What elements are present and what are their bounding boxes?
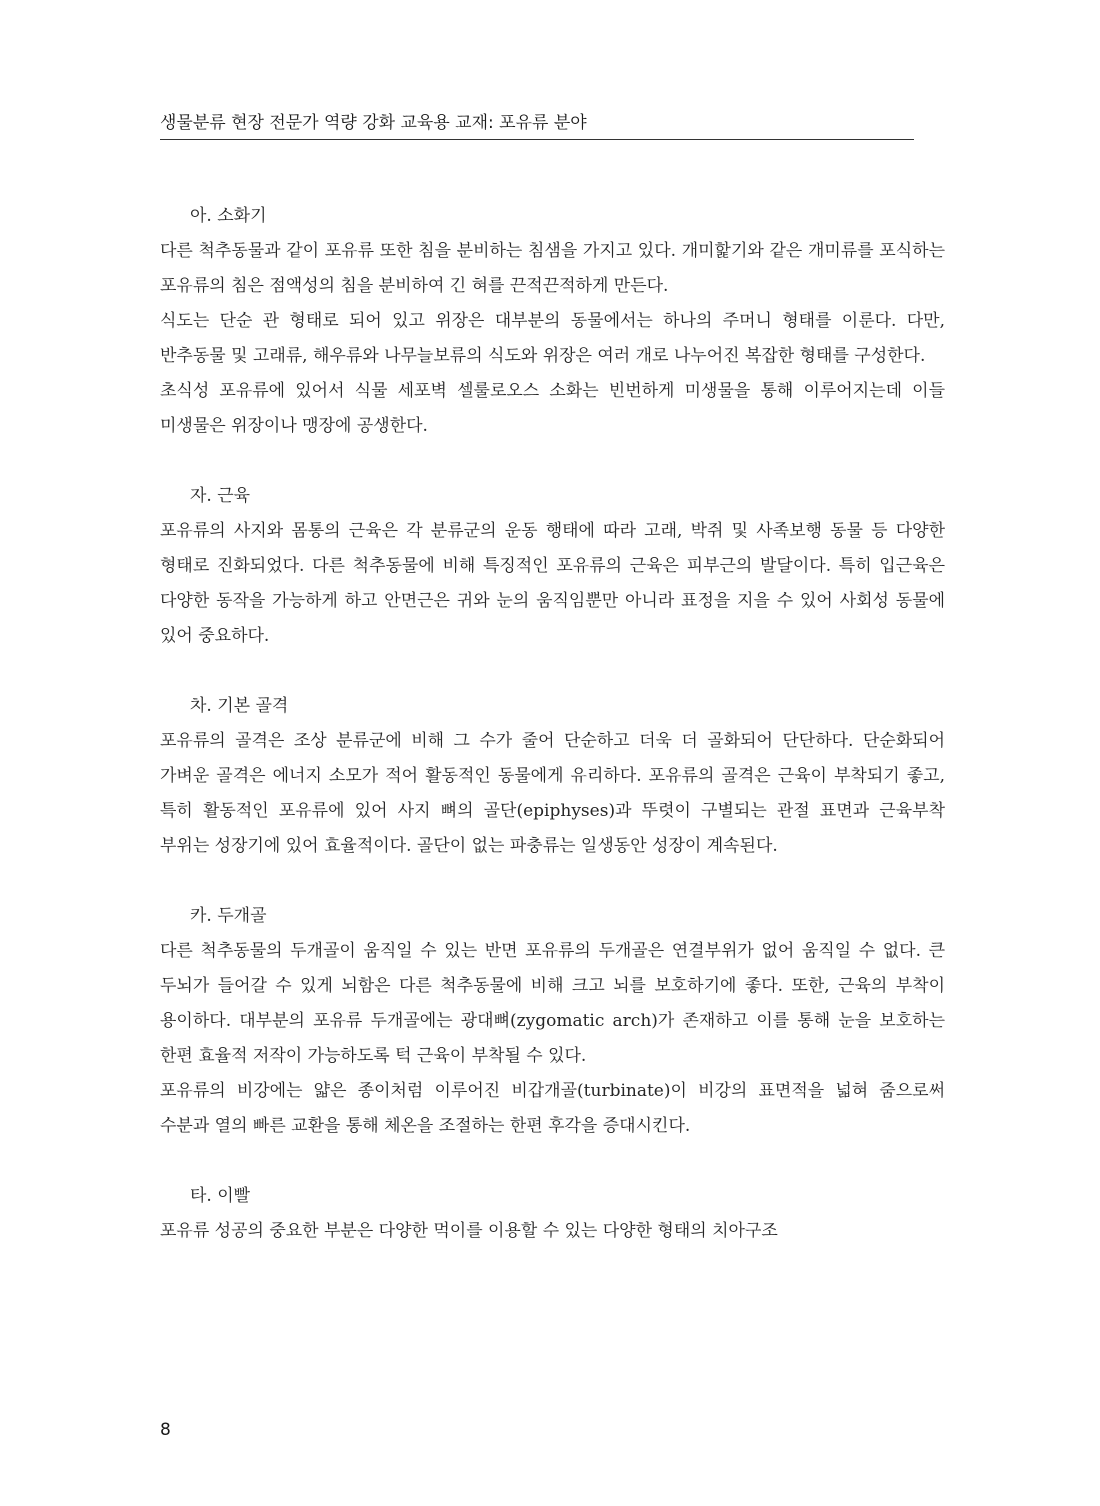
section-teeth (160, 1179, 945, 1249)
paragraph: 다른 척추동물과 같이 포유류 또한 침을 분비하는 침샘을 가지고 있다. 개미핥기와 같은 개미류를 포식하는 포유류의 침은 점액성의 침을 분비하여 긴 혀를 끈적끈적하게 만든다. (160, 241, 945, 296)
section-muscle (160, 479, 945, 654)
paragraph: 포유류의 사지와 몸통의 근육은 각 분류군의 운동 행태에 따라 고래, 박쥐 및 사족보행 동물 등 다양한 형태로 진화되었다. 다른 척추동물에 비해 특징적인 포유류의 근육은 피부근의 발달이다. 특히 입근육은 다양한 동작을 가능하게 하고 안면근은 귀와 눈의 움직임뿐만 아니라 표정을 지을 수 있어 사회성 동물에 있어 중요하다. (160, 521, 945, 646)
section-skeleton (160, 689, 945, 864)
section-title: 차. 기본 골격 (190, 696, 289, 716)
running-header: 생물분류 현장 전문가 역량 강화 교육용 교재: 포유류 분야 (160, 108, 914, 140)
page-body (160, 199, 945, 1249)
paragraph: 식도는 단순 관 형태로 되어 있고 위장은 대부분의 동물에서는 하나의 주머니 형태를 이룬다. 다만, 반추동물 및 고래류, 해우류와 나무늘보류의 식도와 위장은 여러 개로 나누어진 복잡한 형태를 구성한다. (160, 311, 945, 366)
section-title: 아. 소화기 (190, 206, 267, 226)
section-title: 타. 이빨 (190, 1186, 251, 1206)
section-skull (160, 899, 945, 1144)
section-title: 카. 두개골 (190, 906, 267, 926)
paragraph: 포유류 성공의 중요한 부분은 다양한 먹이를 이용할 수 있는 다양한 형태의 치아구조 (160, 1221, 778, 1241)
paragraph: 포유류의 골격은 조상 분류군에 비해 그 수가 줄어 단순하고 더욱 더 골화되어 단단하다. 단순화되어 가벼운 골격은 에너지 소모가 적어 활동적인 동물에게 유리하다. 포유류의 골격은 근육이 부착되기 좋고, 특히 활동적인 포유류에 있어 사지 뼈의 골단(epiphyses)과 뚜렷이 구별되는 관절 표면과 근육부착 부위는 성장기에 있어 효율적이다. 골단이 없는 파충류는 일생동안 성장이 계속된다. (160, 731, 945, 856)
paragraph: 다른 척추동물의 두개골이 움직일 수 있는 반면 포유류의 두개골은 연결부위가 없어 움직일 수 없다. 큰 두뇌가 들어갈 수 있게 뇌함은 다른 척추동물에 비해 크고 뇌를 보호하기에 좋다. 또한, 근육의 부착이 용이하다. 대부분의 포유류 두개골에는 광대뼈(zygomatic arch)가 존재하고 이를 통해 눈을 보호하는 한편 효율적 저작이 가능하도록 턱 근육이 부착될 수 있다. (160, 941, 945, 1066)
section-digestive (160, 199, 945, 444)
paragraph: 초식성 포유류에 있어서 식물 세포벽 셀룰로오스 소화는 빈번하게 미생물을 통해 이루어지는데 이들 미생물은 위장이나 맹장에 공생한다. (160, 381, 945, 436)
page-number: 8 (160, 1420, 171, 1440)
paragraph: 포유류의 비강에는 얇은 종이처럼 이루어진 비갑개골(turbinate)이 비강의 표면적을 넓혀 줌으로써 수분과 열의 빠른 교환을 통해 체온을 조절하는 한편 후각을 증대시킨다. (160, 1081, 945, 1136)
section-title: 자. 근육 (190, 486, 251, 506)
